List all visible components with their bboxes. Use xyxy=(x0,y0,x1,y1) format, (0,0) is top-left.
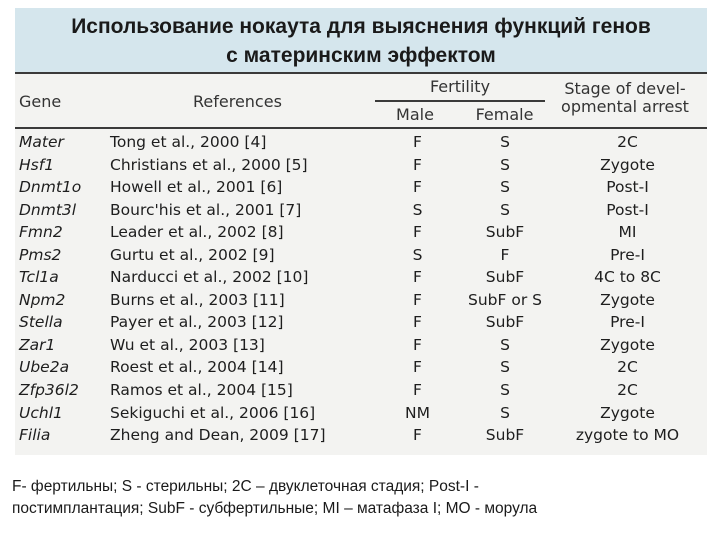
female-fertility-cell: S xyxy=(500,133,510,151)
male-fertility-cell: F xyxy=(413,426,422,445)
reference-cell: Leader et al., 2002 [8] xyxy=(110,223,284,242)
arrest-stage-cell: Pre-I xyxy=(610,313,645,332)
arrest-stage-cell: Zygote xyxy=(600,335,655,354)
arrest-stage-cell: 2C xyxy=(617,358,638,377)
header-references: References xyxy=(193,92,282,111)
male-fertility-cell: F xyxy=(413,335,422,354)
gene-cell: Tcl1a xyxy=(19,268,59,287)
arrest-stage-cell: 2C xyxy=(617,381,638,400)
female-fertility-cell: S xyxy=(500,381,510,400)
slide-title: Использование нокаута для выяснения функций генов с материнским эффектом xyxy=(71,15,651,67)
table-row xyxy=(15,356,707,379)
gene-cell: Ube2a xyxy=(19,358,70,377)
male-fertility-cell: F xyxy=(413,313,422,332)
male-fertility-cell: S xyxy=(412,245,423,264)
male-fertility-cell: F xyxy=(413,358,422,377)
table-body xyxy=(15,131,707,447)
reference-cell: Sekiguchi et al., 2006 [16] xyxy=(110,403,316,422)
male-fertility-cell: S xyxy=(412,200,423,219)
reference-cell: Howell et al., 2001 [6] xyxy=(110,178,283,197)
female-fertility-cell: SubF xyxy=(485,426,525,445)
gene-cell: Pms2 xyxy=(19,245,62,264)
table-row xyxy=(15,131,707,154)
table-row xyxy=(15,154,707,177)
table-row xyxy=(15,199,707,222)
table-row xyxy=(15,266,707,289)
header-top-rule xyxy=(15,72,707,74)
arrest-stage-cell: Zygote xyxy=(600,403,655,422)
arrest-stage-cell: Post-I xyxy=(606,200,649,219)
table-row xyxy=(15,402,707,425)
arrest-stage-cell: Zygote xyxy=(600,290,655,309)
gene-cell: Dnmt1o xyxy=(19,178,82,197)
female-fertility-cell: S xyxy=(500,335,510,354)
female-fertility-cell: SubF or S xyxy=(468,290,542,309)
table-row xyxy=(15,244,707,267)
reference-cell: Narducci et al., 2002 [10] xyxy=(110,268,309,287)
table-row xyxy=(15,424,707,447)
table-row xyxy=(15,289,707,312)
header-female: Female xyxy=(475,105,534,124)
gene-cell: Npm2 xyxy=(19,290,66,309)
male-fertility-cell: F xyxy=(413,178,422,197)
arrest-stage-cell: MI xyxy=(618,223,637,242)
male-fertility-cell: F xyxy=(413,290,422,309)
gene-cell: Fmn2 xyxy=(19,223,63,242)
header-fertility: Fertility xyxy=(429,77,491,96)
female-fertility-cell: S xyxy=(500,155,510,174)
table-row xyxy=(15,176,707,199)
fertility-rule xyxy=(375,100,545,102)
gene-cell: Zfp36l2 xyxy=(19,381,79,400)
female-fertility-cell: S xyxy=(500,178,510,197)
reference-cell: Burns et al., 2003 [11] xyxy=(110,290,285,309)
arrest-stage-cell: 4C to 8C xyxy=(594,268,661,287)
header-bottom-rule xyxy=(15,127,707,129)
reference-cell: Ramos et al., 2004 [15] xyxy=(110,381,293,400)
male-fertility-cell: F xyxy=(413,155,422,174)
table-row xyxy=(15,221,707,244)
header-stage: Stage of devel- opmental arrest xyxy=(561,79,689,116)
arrest-stage-cell: 2C xyxy=(617,133,638,151)
footnote: F- фертильны; S - стерильны; 2C – двуклеточная стадия; Post-I - постимплантация; SubF - субфертильные; MI – матафаза I; MO - морула xyxy=(12,478,538,517)
arrest-stage-cell: Pre-I xyxy=(610,245,645,264)
gene-cell: Zar1 xyxy=(19,335,56,354)
gene-cell: Mater xyxy=(19,133,64,151)
reference-cell: Wu et al., 2003 [13] xyxy=(110,335,265,354)
reference-cell: Christians et al., 2000 [5] xyxy=(110,155,308,174)
gene-cell: Filia xyxy=(19,426,51,445)
female-fertility-cell: S xyxy=(500,358,510,377)
arrest-stage-cell: Post-I xyxy=(606,178,649,197)
female-fertility-cell: S xyxy=(500,403,510,422)
reference-cell: Bourc'his et al., 2001 [7] xyxy=(110,200,302,219)
male-fertility-cell: NM xyxy=(405,403,430,422)
female-fertility-cell: SubF xyxy=(485,313,525,332)
male-fertility-cell: F xyxy=(413,268,422,287)
table-row xyxy=(15,311,707,334)
table-row xyxy=(15,379,707,402)
table-row xyxy=(15,334,707,357)
reference-cell: Gurtu et al., 2002 [9] xyxy=(110,245,275,264)
female-fertility-cell: SubF xyxy=(485,268,525,287)
male-fertility-cell: F xyxy=(413,381,422,400)
arrest-stage-cell: Zygote xyxy=(600,155,655,174)
gene-cell: Stella xyxy=(19,313,63,332)
male-fertility-cell: F xyxy=(413,133,422,151)
reference-cell: Roest et al., 2004 [14] xyxy=(110,358,284,377)
reference-cell: Tong et al., 2000 [4] xyxy=(110,133,267,151)
male-fertility-cell: F xyxy=(413,223,422,242)
arrest-stage-cell: zygote to MO xyxy=(575,426,680,445)
reference-cell: Zheng and Dean, 2009 [17] xyxy=(110,426,326,445)
header-male: Male xyxy=(396,105,434,124)
gene-cell: Dnmt3l xyxy=(19,200,77,219)
female-fertility-cell: SubF xyxy=(485,223,525,242)
gene-cell: Hsf1 xyxy=(19,155,55,174)
female-fertility-cell: F xyxy=(500,245,510,264)
reference-cell: Payer et al., 2003 [12] xyxy=(110,313,284,332)
gene-cell: Uchl1 xyxy=(19,403,63,422)
female-fertility-cell: S xyxy=(500,200,510,219)
header-gene: Gene xyxy=(19,92,62,111)
